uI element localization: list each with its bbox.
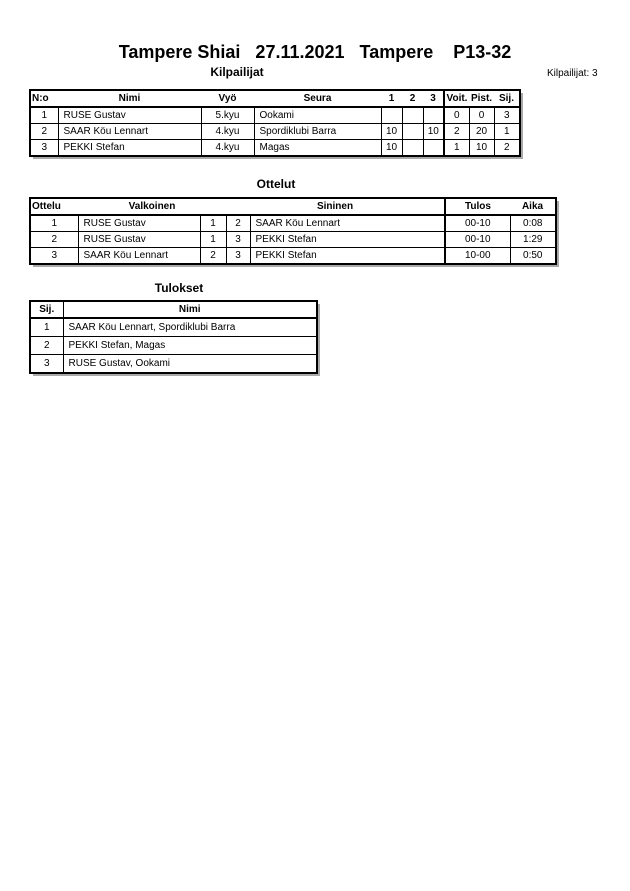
col-header-sij: Sij.	[494, 90, 520, 107]
cell-no: 1	[30, 107, 58, 124]
cell-valkoinen-no: 2	[200, 248, 226, 265]
cell-seura: Ookami	[254, 107, 381, 124]
section-heading-kilpailijat: Kilpailijat	[210, 65, 264, 79]
cell-sininen-no: 3	[226, 232, 250, 248]
col-header-valkoinen: Valkoinen	[78, 198, 226, 215]
ottelut-table	[29, 197, 557, 265]
tulokset-header-row	[30, 301, 317, 318]
cell-valkoinen: RUSE Gustav	[78, 215, 200, 232]
kilpailijat-header-row	[30, 90, 520, 107]
cell-match1: 10	[381, 140, 402, 157]
col-header-match1: 1	[381, 90, 402, 107]
cell-valkoinen: SAAR Köu Lennart	[78, 248, 200, 265]
tulokset-table	[29, 300, 318, 374]
cell-match2	[402, 107, 423, 124]
cell-match1: 10	[381, 124, 402, 140]
cell-pist: 0	[469, 107, 494, 124]
cell-sininen: SAAR Köu Lennart	[250, 215, 445, 232]
cell-sij: 1	[30, 318, 63, 337]
cell-nimi: PEKKI Stefan, Magas	[63, 337, 317, 355]
col-header-ottelu: Ottelu	[30, 198, 78, 215]
cell-pist: 20	[469, 124, 494, 140]
col-header-seura: Seura	[254, 90, 381, 107]
cell-match-no: 3	[30, 248, 78, 265]
ottelut-row	[30, 248, 556, 265]
cell-tulos: 10-00	[445, 248, 510, 265]
tulokset-row	[30, 337, 317, 355]
cell-sininen-no: 2	[226, 215, 250, 232]
cell-sij: 2	[30, 337, 63, 355]
cell-match3	[423, 107, 444, 124]
col-header-sij: Sij.	[30, 301, 63, 318]
col-header-nimi: Nimi	[63, 301, 317, 318]
col-header-nimi: Nimi	[58, 90, 201, 107]
cell-voit: 1	[444, 140, 469, 157]
cell-nimi: SAAR Köu Lennart, Spordiklubi Barra	[63, 318, 317, 337]
cell-vyo: 4.kyu	[201, 140, 254, 157]
cell-tulos: 00-10	[445, 215, 510, 232]
cell-match2	[402, 124, 423, 140]
col-header-tulos: Tulos	[445, 198, 510, 215]
cell-match3	[423, 140, 444, 157]
cell-no: 2	[30, 124, 58, 140]
tulokset-row	[30, 318, 317, 337]
ottelut-header-row	[30, 198, 556, 215]
col-header-pist: Pist.	[469, 90, 494, 107]
cell-match1	[381, 107, 402, 124]
col-header-voit: Voit.	[444, 90, 469, 107]
cell-valkoinen: RUSE Gustav	[78, 232, 200, 248]
cell-aika: 0:08	[510, 215, 556, 232]
cell-tulos: 00-10	[445, 232, 510, 248]
kilpailijat-row	[30, 140, 520, 157]
col-header-sininen: Sininen	[226, 198, 445, 215]
section-heading-tulokset: Tulokset	[154, 281, 204, 295]
cell-vyo: 4.kyu	[201, 124, 254, 140]
kilpailijat-row	[30, 124, 520, 140]
col-header-no: N:o	[30, 90, 58, 107]
cell-valkoinen-no: 1	[200, 232, 226, 248]
cell-vyo: 5.kyu	[201, 107, 254, 124]
cell-pist: 10	[469, 140, 494, 157]
cell-nimi: SAAR Köu Lennart	[58, 124, 201, 140]
cell-nimi: RUSE Gustav	[58, 107, 201, 124]
competitors-count-label: Kilpailijat: 3	[547, 68, 598, 79]
cell-sininen: PEKKI Stefan	[250, 248, 445, 265]
cell-match2	[402, 140, 423, 157]
col-header-match3: 3	[423, 90, 444, 107]
cell-sininen: PEKKI Stefan	[250, 232, 445, 248]
cell-nimi: PEKKI Stefan	[58, 140, 201, 157]
cell-seura: Magas	[254, 140, 381, 157]
col-header-aika: Aika	[510, 198, 556, 215]
cell-aika: 0:50	[510, 248, 556, 265]
cell-sij: 2	[494, 140, 520, 157]
ottelut-row	[30, 215, 556, 232]
cell-nimi: RUSE Gustav, Ookami	[63, 355, 317, 374]
cell-match-no: 1	[30, 215, 78, 232]
cell-aika: 1:29	[510, 232, 556, 248]
col-header-match2: 2	[402, 90, 423, 107]
page-title: Tampere Shiai 27.11.2021 Tampere P13-32	[118, 42, 512, 62]
cell-valkoinen-no: 1	[200, 215, 226, 232]
ottelut-row	[30, 232, 556, 248]
cell-sij: 3	[494, 107, 520, 124]
kilpailijat-row	[30, 107, 520, 124]
cell-sij: 3	[30, 355, 63, 374]
cell-sininen-no: 3	[226, 248, 250, 265]
tulokset-row	[30, 355, 317, 374]
col-header-vyo: Vyö	[201, 90, 254, 107]
cell-seura: Spordiklubi Barra	[254, 124, 381, 140]
cell-no: 3	[30, 140, 58, 157]
cell-sij: 1	[494, 124, 520, 140]
cell-match-no: 2	[30, 232, 78, 248]
cell-voit: 2	[444, 124, 469, 140]
kilpailijat-table	[29, 89, 521, 157]
section-heading-ottelut: Ottelut	[256, 177, 296, 191]
cell-voit: 0	[444, 107, 469, 124]
cell-match3: 10	[423, 124, 444, 140]
